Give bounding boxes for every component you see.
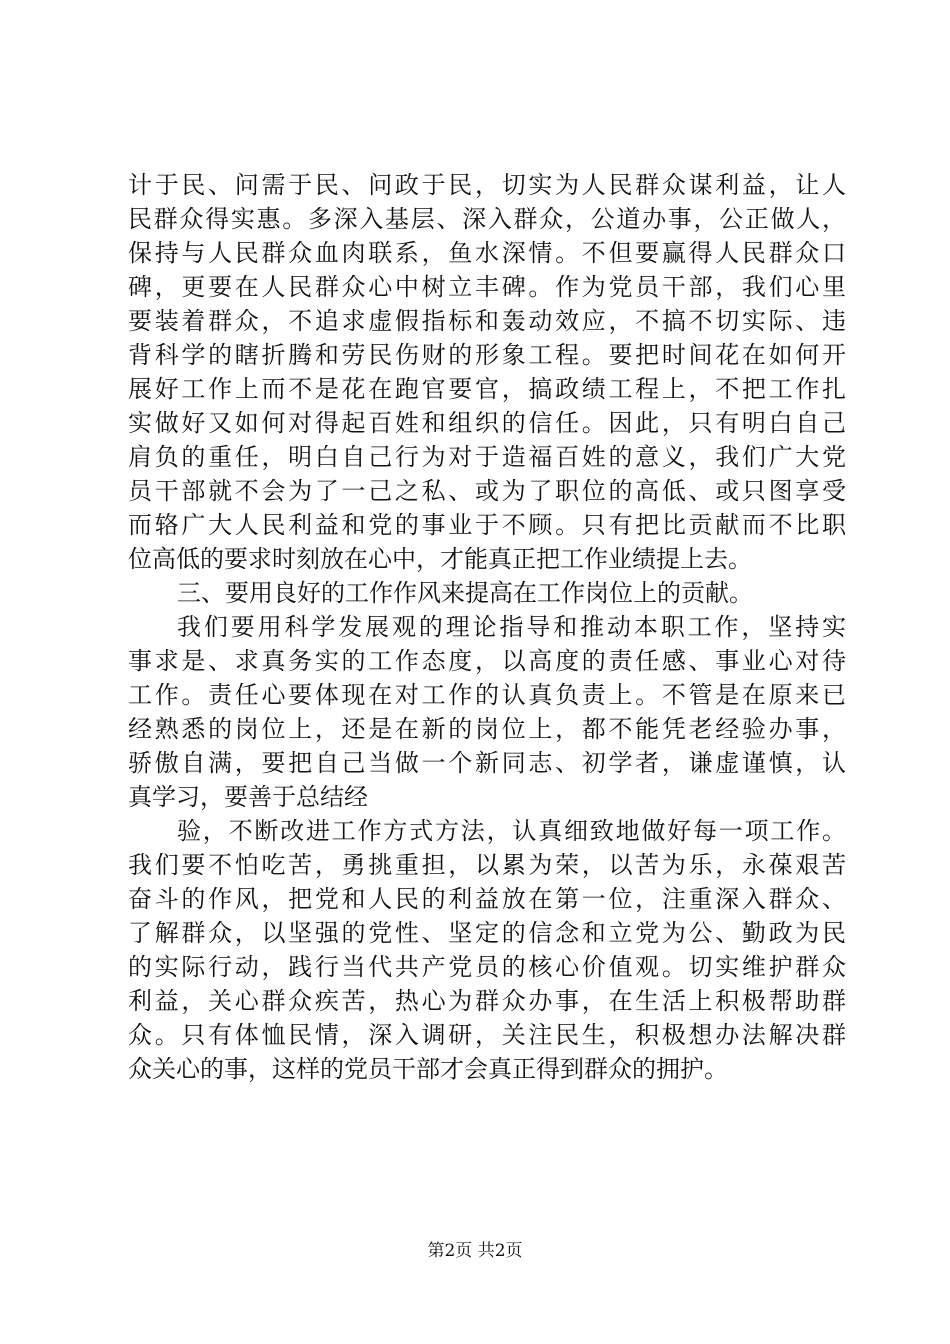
text-line: 展好工作上而不是花在跑官要官，搞政绩工程上，不把工作扎 bbox=[128, 375, 846, 403]
text-line: 奋斗的作风，把党和人民的利益放在第一位，注重深入群众、 bbox=[128, 885, 846, 913]
text-line: 实做好又如何对得起百姓和组织的信任。因此，只有明白自己 bbox=[128, 409, 846, 437]
text-line: 员干部就不会为了一己之私、或为了职位的高低、或只图享受 bbox=[128, 477, 846, 505]
text-line: 经熟悉的岗位上，还是在新的岗位上，都不能凭老经验办事， bbox=[128, 715, 846, 743]
document-body bbox=[128, 168, 846, 1086]
text-line: 众。只有体恤民情，深入调研，关注民生，积极想办法解决群 bbox=[128, 1021, 846, 1049]
text-line: 事求是、求真务实的工作态度，以高度的责任感、事业心对待 bbox=[128, 647, 846, 675]
text-line: 骄傲自满，要把自己当做一个新同志、初学者，谦虚谨慎，认 bbox=[128, 749, 846, 777]
text-line: 真学习，要善于总结经 bbox=[128, 783, 368, 811]
text-line: 的实际行动，践行当代共产党员的核心价值观。切实维护群众 bbox=[128, 953, 846, 981]
text-line: 利益，关心群众疾苦，热心为群众办事，在生活上积极帮助群 bbox=[128, 987, 846, 1015]
text-line: 我们要用科学发展观的理论指导和推动本职工作，坚持实 bbox=[177, 613, 846, 641]
text-line: 计于民、问需于民、问政于民，切实为人民群众谋利益，让人 bbox=[128, 171, 846, 199]
text-line: 我们要不怕吃苦，勇挑重担，以累为荣，以苦为乐，永葆艰苦 bbox=[128, 851, 846, 879]
text-line: 位高低的要求时刻放在心中，才能真正把工作业绩提上去。 bbox=[128, 545, 752, 573]
text-line: 要装着群众，不追求虚假指标和轰动效应，不搞不切实际、违 bbox=[128, 307, 846, 335]
text-line: 验，不断改进工作方式方法，认真细致地做好每一项工作。 bbox=[177, 817, 846, 845]
text-line: 背科学的瞎折腾和劳民伤财的形象工程。要把时间花在如何开 bbox=[128, 341, 846, 369]
page-number-footer: 第2页 共2页 bbox=[427, 1241, 523, 1261]
text-line: 保持与人民群众血肉联系，鱼水深情。不但要赢得人民群众口 bbox=[128, 239, 846, 267]
text-line: 碑，更要在人民群众心中树立丰碑。作为党员干部，我们心里 bbox=[128, 273, 846, 301]
text-line: 了解群众，以坚强的党性、坚定的信念和立党为公、勤政为民 bbox=[128, 919, 846, 947]
text-line: 肩负的重任，明白自己行为对于造福百姓的意义，我们广大党 bbox=[128, 443, 846, 471]
text-line: 民群众得实惠。多深入基层、深入群众，公道办事，公正做人， bbox=[128, 205, 846, 233]
text-line: 而辂广大人民利益和党的事业于不顾。只有把比贡献而不比职 bbox=[128, 511, 846, 539]
section-heading: 三、要用良好的工作作风来提高在工作岗位上的贡献。 bbox=[177, 579, 753, 607]
text-line: 众关心的事，这样的党员干部才会真正得到群众的拥护。 bbox=[128, 1055, 728, 1083]
text-line: 工作。责任心要体现在对工作的认真负责上。不管是在原来已 bbox=[128, 681, 846, 709]
